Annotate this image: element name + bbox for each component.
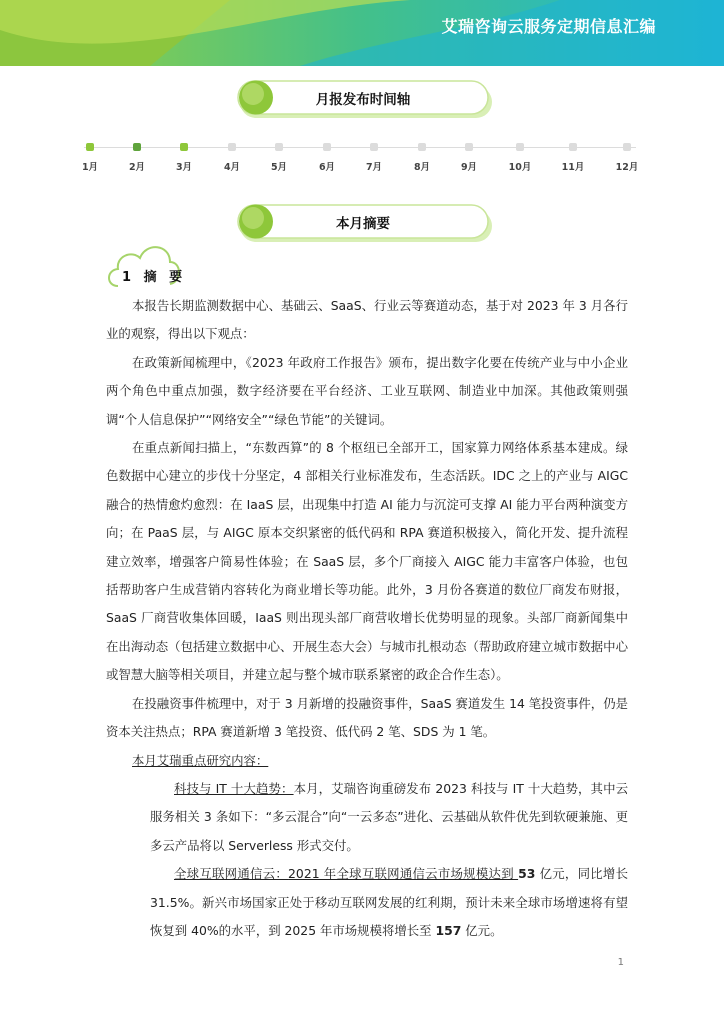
comm-cloud-text-a: 2021 年全球互联网通信云市场规模达到 <box>288 866 519 882</box>
timeline-month-label: 11月 <box>561 162 585 173</box>
timeline-dot <box>180 143 188 151</box>
summary-section-title: 本月摘要 <box>336 216 390 232</box>
comm-cloud-text-b: 亿元，同比增长 31.5%。新兴市场国家正处于移动互联网发展的红利期，预计未来全球市场增速将有望恢复到 40%的水平，到 2025 年市场规模将增长至 <box>150 866 628 938</box>
summary-section-header <box>232 202 494 244</box>
trend-item-label: 科技与 IT 十大趋势： <box>174 780 294 796</box>
policy-paragraph: 在政策新闻梳理中，《2023 年政府工作报告》颁布，提出数字化要在传统产业与中小企业两个角色中重点加强，数字经济要在平台经济、工业互联网、制造业中加深。其他政策则强调“个人信息保护”“网络安全”“绿色节能”的关键词。 <box>106 354 628 427</box>
timeline-dot <box>516 143 524 151</box>
publication-timeline <box>80 138 640 178</box>
timeline-month-label: 6月 <box>318 162 336 173</box>
market-size-2021: 53 <box>518 866 536 882</box>
timeline-month-9 <box>449 143 489 173</box>
timeline-month-label: 1月 <box>81 162 99 173</box>
timeline-section-title: 月报发布时间轴 <box>315 92 411 108</box>
investment-paragraph: 在投融资事件梳理中，对于 3 月新增的投融资事件，SaaS 赛道发生 14 笔投资事件，仍是资本关注热点；RPA 赛道新增 3 笔投资、低代码 2 笔、SDS 为 1 笔。 <box>106 695 628 740</box>
timeline-month-label: 12月 <box>615 162 639 173</box>
market-size-2025: 157 <box>435 922 462 938</box>
timeline-month-label: 2月 <box>128 162 146 173</box>
timeline-dot <box>569 143 577 151</box>
intro-paragraph: 本报告长期监测数据中心、基础云、SaaS、行业云等赛道动态，基于对 2023 年 3 月各行业的观察，得出以下观点： <box>106 298 628 342</box>
summary-heading: 1 摘 要 <box>122 270 187 285</box>
timeline-month-12 <box>607 143 647 173</box>
news-paragraph: 在重点新闻扫描上，“东数西算”的 8 个枢纽已全部开工，国家算力网络体系基本建成。绿色数据中心建立的步伐十分坚定，4 部相关行业标准发布，生态活跃。IDC 之上的产业与 AIGC 融合的热情愈灼愈烈：在 IaaS 层，出现集中打造 AI 能力与沉淀可支撑 AI 能力平台两种演变方向；在 PaaS 层，与 AIGC 原本交织紧密的低代码和 RPA 赛道积极接入，简化开发、提升流程建立效率，增强客户简易性体验；在 SaaS 层，多个厂商接入 AIGC 能力丰富客户体验，也包括帮助客户生成营销内容转化为商业增长等功能。此外，3 月份各赛道的数位厂商发布财报，SaaS 厂商营收集体回暖，IaaS 则出现头部厂商营收增长优势明显的现象。头部厂商新闻集中在出海动态（包括建立数据中心、开展生态大会）与城市扎根动态（帮助政府建立城市数据中心或智慧大脑等相关项目，并建立起与整个城市联系紧密的政企合作生态）。 <box>106 440 628 683</box>
focus-label: 本月艾瑞重点研究内容： <box>132 752 269 768</box>
timeline-month-2 <box>117 143 157 173</box>
timeline-dot <box>275 143 283 151</box>
timeline-month-4 <box>212 143 252 173</box>
timeline-month-1 <box>70 143 110 173</box>
timeline-dot <box>133 143 141 151</box>
header-title: 艾瑞咨询云服务定期信息汇编 <box>441 17 656 36</box>
timeline-section-header <box>232 78 494 120</box>
comm-cloud-label: 全球互联网通信云： <box>174 866 289 882</box>
timeline-month-label: 7月 <box>365 162 383 173</box>
timeline-month-label: 10月 <box>508 162 532 173</box>
timeline-dot <box>623 143 631 151</box>
timeline-month-6 <box>307 143 347 173</box>
timeline-month-10 <box>500 143 540 173</box>
summary-body <box>106 292 628 945</box>
trend-item-text: 本月，艾瑞咨询重磅发布 2023 科技与 IT 十大趋势，其中云服务相关 3 条如下：“多云混合”向“一云多态”进化、云基础从软件优先到软硬兼施、更多云产品将以 Serverless 形式交付。 <box>150 780 628 853</box>
timeline-month-label: 4月 <box>223 162 241 173</box>
timeline-month-label: 9月 <box>460 162 478 173</box>
timeline-dot <box>323 143 331 151</box>
page-number: 1 <box>617 957 624 968</box>
timeline-month-7 <box>354 143 394 173</box>
timeline-month-11 <box>553 143 593 173</box>
timeline-month-label: 3月 <box>175 162 193 173</box>
timeline-dot <box>86 143 94 151</box>
timeline-dot <box>370 143 378 151</box>
trend-item <box>106 775 628 860</box>
header-banner <box>0 0 724 66</box>
timeline-month-label: 8月 <box>413 162 431 173</box>
focus-research-heading <box>106 747 628 775</box>
timeline-month-3 <box>164 143 204 173</box>
timeline-dot <box>465 143 473 151</box>
timeline-month-label: 5月 <box>270 162 288 173</box>
timeline-dot <box>228 143 236 151</box>
timeline-month-8 <box>402 143 442 173</box>
timeline-month-5 <box>259 143 299 173</box>
comm-cloud-item <box>106 860 628 945</box>
timeline-dot <box>418 143 426 151</box>
comm-cloud-text-c: 亿元。 <box>461 922 503 938</box>
